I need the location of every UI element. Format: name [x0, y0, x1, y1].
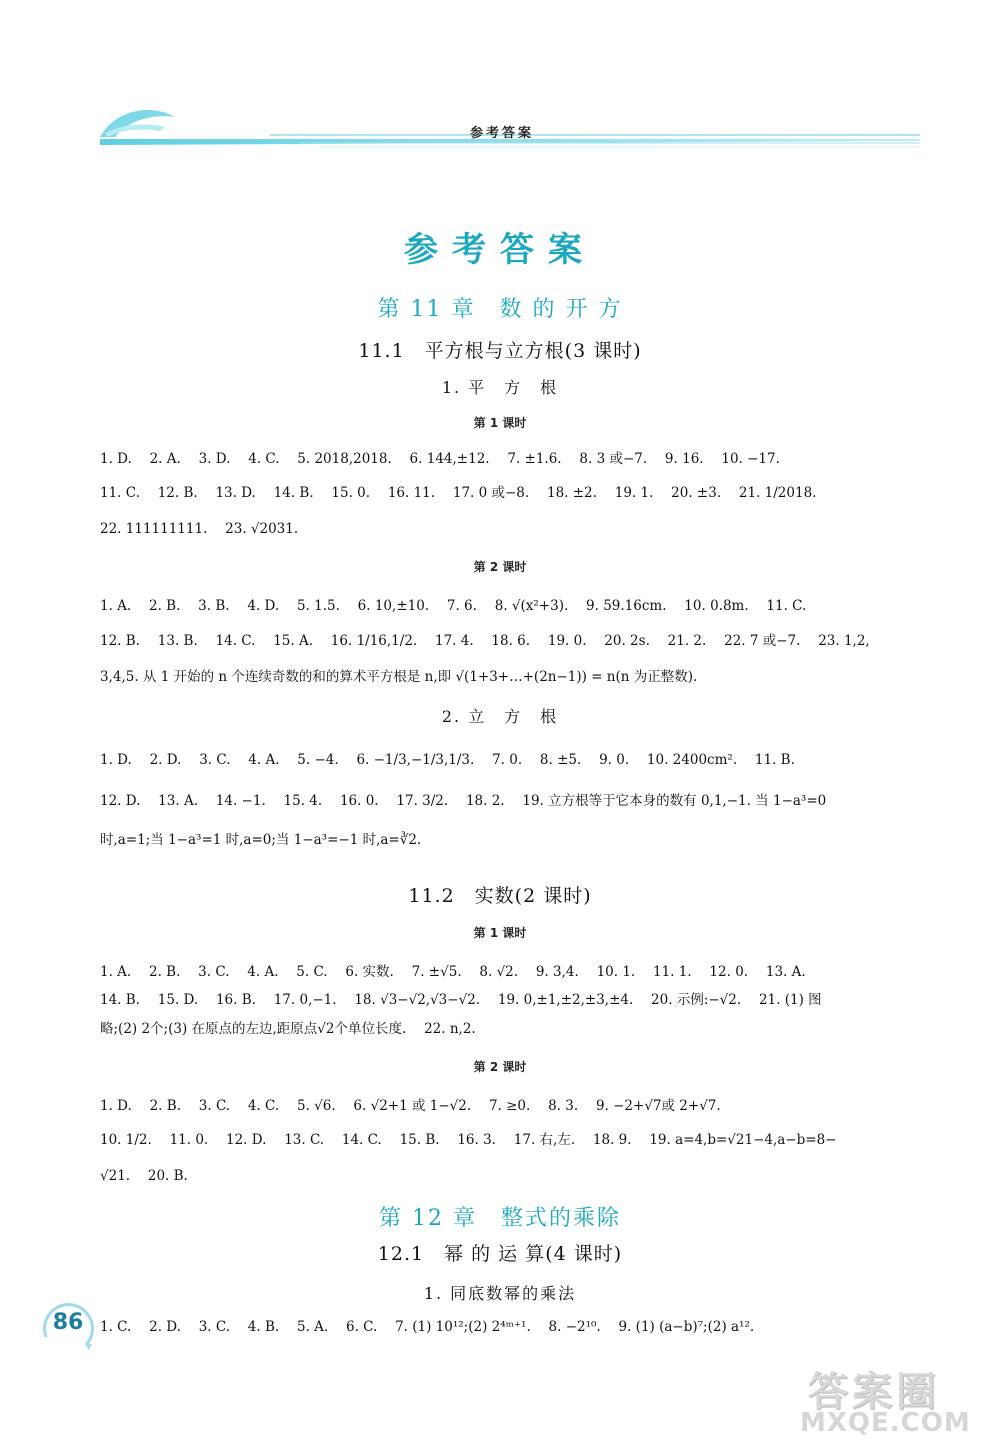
answer-line: 12. D. 13. A. 14. −1. 15. 4. 16. 0. 17. 3/2. 18. 2. 19. 立方根等于它本身的数有 0,1,−1. 当 1−a³=0: [100, 793, 827, 809]
section-11-2-title: 11.2 实数(2 课时): [408, 885, 592, 907]
chapter-11-title: 第 11 章 数 的 开 方: [377, 297, 623, 322]
answer-line: 1. D. 2. B. 3. C. 4. C. 5. √6. 6. √2+1 或 1−√2. 7. ≥0. 8. 3. 9. −2+√7或 2+√7.: [100, 1098, 721, 1114]
answer-line: 1. A. 2. B. 3. C. 4. A. 5. C. 6. 实数. 7. ±√5. 8. √2. 9. 3,4. 10. 1. 11. 1. 12. 0. 13. A.: [100, 964, 806, 980]
section-11-1-title: 11.1 平方根与立方根(3 课时): [358, 340, 642, 362]
section-12-1-title: 12.1 幂 的 运 算(4 课时): [377, 1243, 623, 1265]
watermark: [800, 1360, 995, 1445]
answer-line: 1. A. 2. B. 3. B. 4. D. 5. 1.5. 6. 10,±10. 7. 6. 8. √(x²+3). 9. 59.16cm. 10. 0.8m. 11. C.: [100, 598, 807, 614]
answer-line: 1. D. 2. D. 3. C. 4. A. 5. −4. 6. −1/3,−1/3,1/3. 7. 0. 8. ±5. 9. 0. 10. 2400cm². 11. B.: [100, 752, 795, 768]
answer-line: 3,4,5. 从 1 开始的 n 个连续奇数的和的算术平方根是 n,即 √(1+3+…+(2n−1)) = n(n 为正整数).: [100, 669, 698, 685]
main-title: 参考答案: [404, 230, 596, 270]
lesson-label: 第 1 课时: [473, 926, 527, 940]
answer-line: 10. 1/2. 11. 0. 12. D. 13. C. 14. C. 15. B. 16. 3. 17. 右,左. 18. 9. 19. a=4,b=√21−4,a−b=8−: [100, 1132, 837, 1148]
subsection-power-multiplication-title: 1. 同底数幂的乘法: [423, 1284, 577, 1303]
answer-line: 1. C. 2. D. 3. C. 4. B. 5. A. 6. C. 7. (1) 10¹²;(2) 2⁴ᵐ⁺¹. 8. −2¹⁰. 9. (1) (a−b)⁷;(2) a¹².: [100, 1319, 755, 1335]
answer-line: 12. B. 13. B. 14. C. 15. A. 16. 1/16,1/2. 17. 4. 18. 6. 19. 0. 20. 2s. 21. 2. 22. 7 或−7. 23. 1,2,: [100, 633, 870, 649]
answer-line: 14. B. 15. D. 16. B. 17. 0,−1. 18. √3−√2,√3−√2. 19. 0,±1,±2,±3,±4. 20. 示例:−√2. 21. (1) 图: [100, 992, 822, 1008]
lesson-label: 第 2 课时: [473, 1060, 527, 1074]
lesson-label: 第 2 课时: [473, 560, 527, 574]
page-number-badge: [36, 1293, 100, 1357]
answer-line: 略;(2) 2个;(3) 在原点的左边,距原点√2个单位长度. 22. n,2.: [100, 1021, 476, 1037]
answer-line: 11. C. 12. B. 13. D. 14. B. 15. 0. 16. 11. 17. 0 或−8. 18. ±2. 19. 1. 20. ±3. 21. 1/2018.: [100, 485, 817, 501]
subsection-cube-root-title: 2. 立 方 根: [441, 707, 559, 726]
watermark-logo: 答案圈: [808, 1369, 940, 1415]
page-number: 86: [52, 1310, 84, 1335]
answer-line: 22. 111111111. 23. √2031.: [100, 521, 299, 537]
lesson-label: 第 1 课时: [473, 416, 527, 430]
header-title: 参考答案: [470, 126, 535, 141]
answer-line: √21. 20. B.: [100, 1168, 188, 1184]
page-header: [0, 95, 1000, 165]
answer-line: 时,a=1;当 1−a³=1 时,a=0;当 1−a³=−1 时,a=∛2.: [100, 832, 422, 848]
chapter-12-title: 第 12 章 整式的乘除: [379, 1206, 621, 1231]
watermark-url: MXQE.COM: [800, 1408, 971, 1438]
subsection-square-root-title: 1. 平 方 根: [441, 378, 559, 397]
answer-line: 1. D. 2. A. 3. D. 4. C. 5. 2018,2018. 6. 144,±12. 7. ±1.6. 8. 3 或−7. 9. 16. 10. −17.: [100, 451, 780, 467]
